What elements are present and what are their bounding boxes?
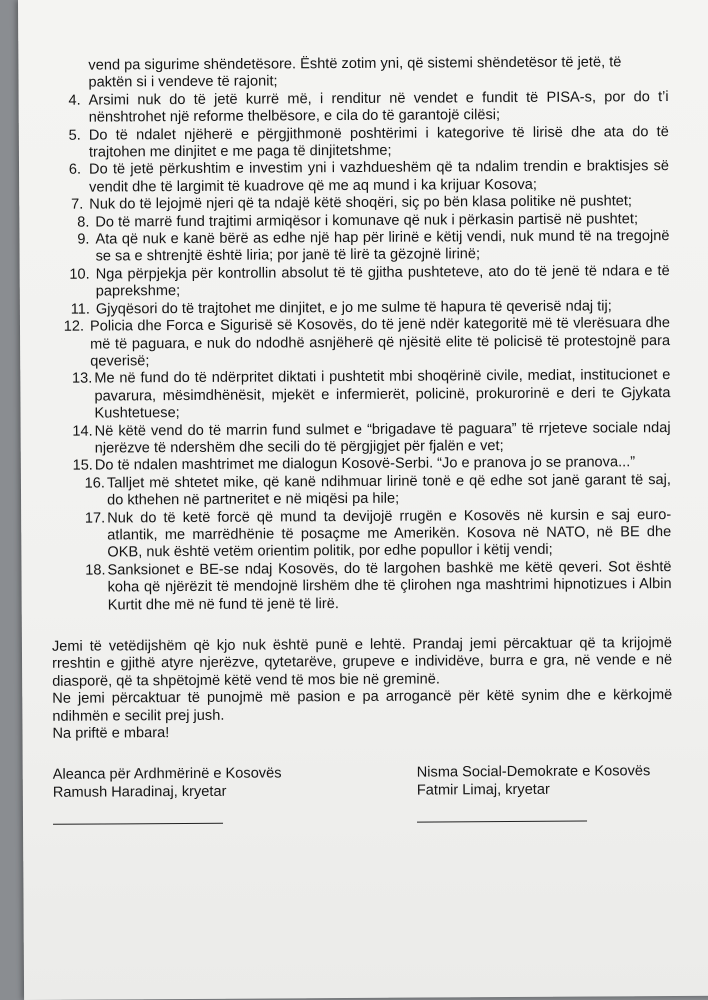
list-item [50,367,670,423]
signatory-name: Fatmir Limaj, kryetar [416,781,550,799]
item-number: 9. [77,231,90,248]
item-number: 12. [63,318,85,335]
list-item [50,263,670,302]
item-number: 10. [69,266,90,283]
signature-line [53,801,223,825]
item-number: 15. [72,457,93,475]
item-number: 11. [70,301,90,318]
item-text: Do të ndalet njëherë e përgjithmonë poshtërimi i kategorive të lirisë dhe ata do të trajtohen me dinjitet e me paga të dinjitetshme; [88,123,669,161]
item-text: Do të marrë fund trajtimi armiqësor i komunave që nuk i përkasin partisë në pushtet; [95,210,639,231]
item-number: 16. [84,475,106,492]
signature-block-right [417,763,667,822]
list-item [49,89,669,128]
item-number: 6. [68,162,82,179]
item-number: 17. [84,510,106,527]
list-item [51,559,671,615]
signatures [53,763,673,825]
closing-section [52,635,673,743]
item-text-part: Sanksionet e BE-se ndaj Kosovës, do të largohen bashkë me këtë qeveri. Sot është koha që njërëzit të mendojnë lirshëm dhe të çlirohen nga mashtrimi hipnotizues i Albin Kurtit dhe më në fund të jenë të lirë. [107,558,672,614]
list-item [51,507,671,563]
item-number: 18. [85,562,106,579]
item-number: 13. [71,370,93,387]
item-number: 5. [68,127,81,144]
signature-block-left [53,766,318,825]
item-text: Nga përpjekja për kontrollin absolut të të gjitha pushteteve, ato do të jenë të ndara e të paprekshme; [95,262,670,300]
list-item [51,472,671,511]
item-text: Në këtë vend do të marrin fund sulmet e “brigadave të paguara” të rrjeteve sociale ndaj njerëzve të ndershëm dhe secili do të përgjigjet për fjalën e vet; [94,419,671,457]
document-body [48,54,673,825]
item-text: Ata që nuk e kanë bërë as edhe një hap për lirinë e këtij vendi, nuk mund të na tregojnë se sa e shtrenjtë është liria; por janë të lirë ta gëzojnë lirinë; [95,228,670,265]
signatory-organization: Aleanca për Ardhmërinë e Kosovës [52,765,282,784]
signature-line [417,799,587,823]
item-text [107,559,671,615]
item-number: 4. [68,92,81,109]
item-text: Policia dhe Forca e Sigurisë së Kosovës, do të jenë ndër kategoritë më të vlerësuara dhe më të paguara, e nuk do ndodhë asnjëherë që njësitë elite të policisë të protestojnë para qeverisë; [89,315,671,370]
item-number: 14. [72,423,93,440]
closing-paragraph: Ne jemi përcaktuar të punojmë më pasion e pa arrogancë për këtë synim dhe e kërkojmë ndihmën e secilit prej jush. [52,687,673,725]
signatory-name: Ramush Haradinaj, kryetar [52,783,227,801]
item-text: Gjyqësori do të trajtohet me dinjitet, e jo me sulme të hapura të qeverisë ndaj tij; [95,298,612,318]
closing-paragraph: Jemi të vetëdijshëm që kjo nuk është punë e lehtë. Prandaj jemi përcaktuar që ta krijojmë rreshtin e gjithë atyre njerëzve, qytetarëve, grupeve e individëve, burra e gra, në vende e në diasporë, që ta shpëtojmë këtë vend të mos bie në greminë. [51,635,673,690]
list-item [49,124,669,163]
item-text: Do të ndalen mashtrimet me dialogun Kosovë-Serbi. “Jo e pranova jo se pranova...” [94,454,636,474]
item-text: Nuk do të lejojmë njeri që ta ndajë këtë shoqëri, siç po bën klasa politike në pushtet; [89,193,633,213]
list-item [49,228,669,267]
item-text: Me në fund do të ndërpritet diktati i pushtetit mbi shoqërinë civile, mediat, institucionet e pavarura, mësimdhënësit, mjekët e infermierët, policinë, prokurorinë e deri te Gjykata Kushtetuese; [94,367,671,422]
item-text: Arsimi nuk do të jetë kurrë më, i renditur në vendet e fundit të PISA-s, por do t’i nënshtrohet një reforme thelbësore, e cila do të garantojë cilësi; [88,88,669,126]
item-number: 7. [71,196,84,213]
list-item [49,158,669,197]
intro-continuation: vend pa sigurime shëndetësore. Është zotim yni, që sistemi shëndetësor të jetë, të paktën si i vendeve të rajonit; [88,54,622,91]
item-text: Nuk do të ketë forcë që mund ta devijojë rrugën e Kosovës në kursin e saj euro-atlantik, me marrëdhënie të posaçme me Amerikën. Kosova në NATO, në BE dhe OKB, nuk është vetëm orientim politik, por edhe popullor i këtij vendi; [107,506,672,561]
item-number: 8. [77,214,90,231]
commitments-list [49,89,672,615]
item-text: Do të jetë përkushtim e investim yni i vazhdueshëm që ta ndalim trendin e braktisjes së vendit dhe të largimit të kuadrove që me aq mund i ka krijuar Kosova; [88,158,670,196]
list-item [50,315,670,371]
list-item [51,420,671,459]
document-page [18,0,708,1000]
item-text: Talljet më shtetet mike, që kanë ndihmuar lirinë tonë e që edhe sot janë garant të saj, do kthehen në partneritet e në miqësi pa hile; [106,471,671,509]
closing-wish: Na priftë e mbara! [52,725,170,742]
signatory-organization: Nisma Social-Demokrate e Kosovës [416,763,651,782]
